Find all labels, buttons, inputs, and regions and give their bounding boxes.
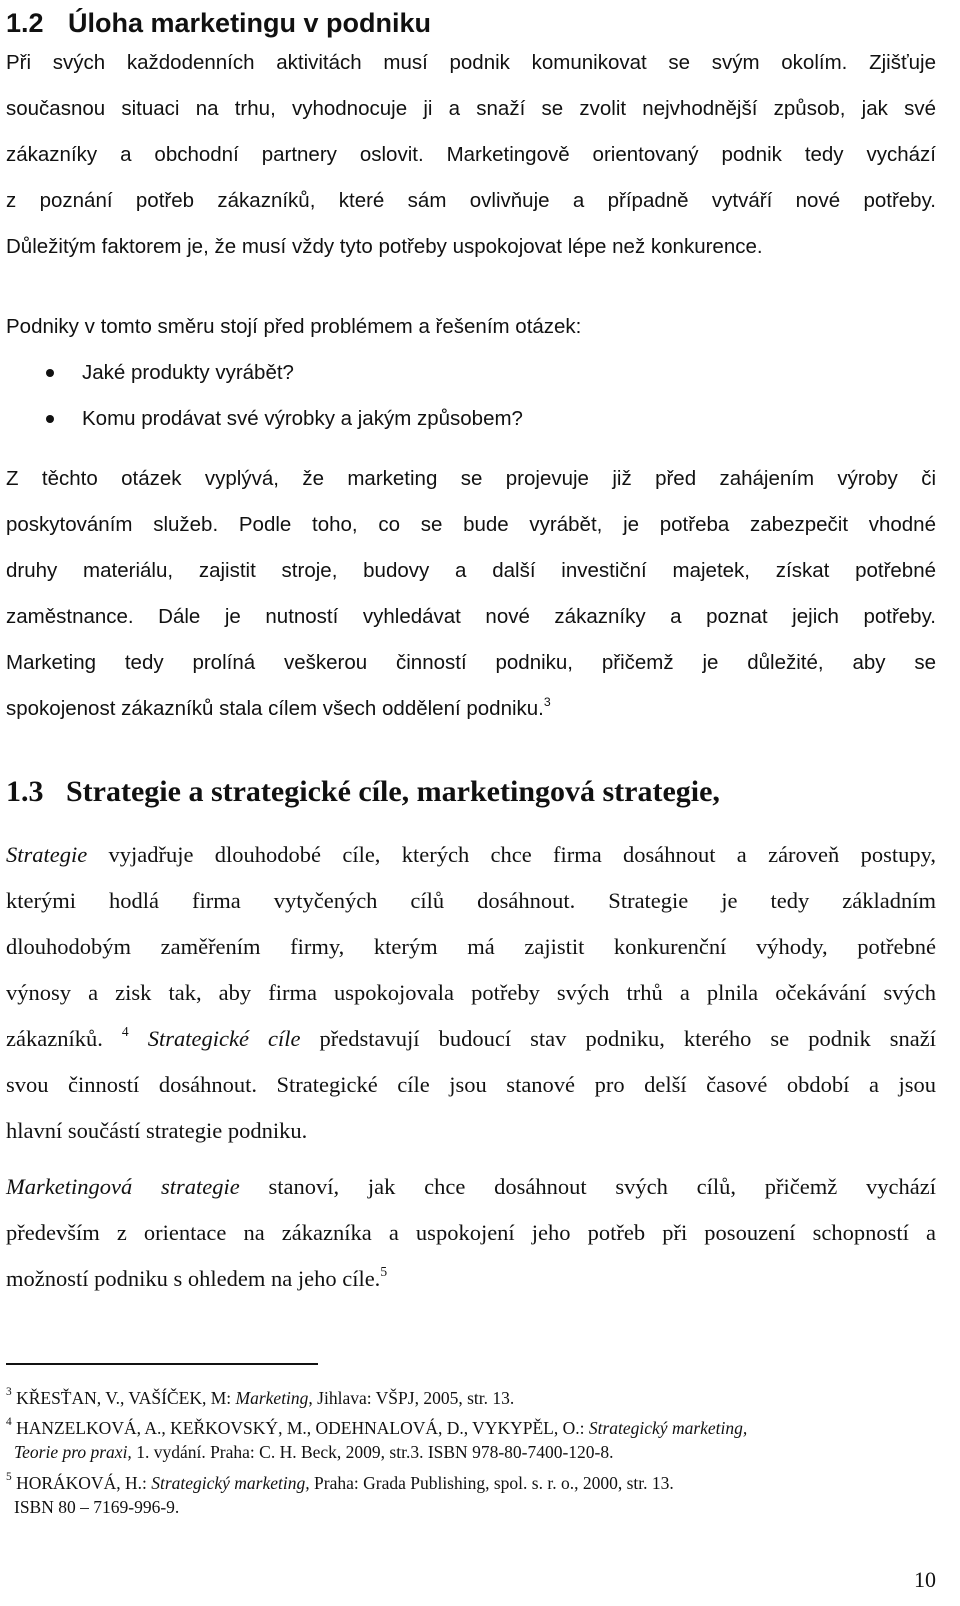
text-fragment: vyjadřuje dlouhodobé cíle, kterých chce firma dosáhnout a zároveň postupy, — [87, 842, 936, 867]
text-line: Z těchto otázek vyplývá, že marketing se projevuje již před zahájením výroby či — [6, 467, 936, 490]
paragraph-marketing-strategy — [6, 1164, 936, 1302]
text-line: svou činností dosáhnout. Strategické cíle jsou stanové pro delší časové období a jsou — [6, 1072, 936, 1097]
text-line: Marketing tedy prolíná veškerou činností podniku, přičemž je důležité, aby se — [6, 651, 936, 674]
text-line — [6, 1256, 936, 1302]
footnote-ref: 3 — [543, 694, 551, 709]
text-fragment: HORÁKOVÁ, H.: — [11, 1473, 152, 1493]
text-line: zaměstnance. Dále je nutností vyhledávat nové zákazníky a poznat jejich potřeby. — [6, 605, 936, 628]
page-number: 10 — [914, 1567, 936, 1592]
text-line: dlouhodobým zaměřením firmy, kterým má zajistit konkurenční výhody, potřebné — [6, 934, 936, 959]
footnote-number: 5 — [6, 1470, 12, 1483]
text-fragment: 1. vydání. Praha: C. H. Beck, 2009, str.3. ISBN 978-80-7400-120-8. — [131, 1442, 614, 1462]
text-fragment: stanoví, jak chce dosáhnout svých cílů, přičemž vychází — [239, 1174, 936, 1199]
text-fragment: KŘESŤAN, V., VAŠÍČEK, M: — [11, 1388, 236, 1408]
text-line: poskytováním služeb. Podle toho, co se bude vyrábět, je potřeba zabezpečit vhodné — [6, 513, 936, 536]
text-line: výnosy a zisk tak, aby firma uspokojovala potřeby svých trhů a plnila očekávání svých — [6, 980, 936, 1005]
section-heading-1-3 — [6, 774, 720, 810]
bullet-list — [6, 350, 906, 442]
footnote-ref: 4 — [121, 1023, 129, 1039]
footnote-3 — [6, 1386, 946, 1410]
term-italic: Marketingová strategie — [6, 1174, 240, 1199]
text-line — [6, 832, 936, 878]
text-fragment: , Jihlava: VŠPJ, 2005, str. 13. — [308, 1388, 515, 1408]
text-line — [6, 1016, 936, 1062]
section-heading-1-2 — [6, 6, 431, 40]
footnote-number: 3 — [6, 1385, 12, 1398]
text-fragment: představují budoucí stav podniku, kterého se podnik snaží — [300, 1026, 937, 1051]
footnote-number: 4 — [6, 1415, 12, 1428]
footnote-5 — [6, 1471, 946, 1519]
text-line: Důležitým faktorem je, že musí vždy tyto potřeby uspokojovat lépe než konkurence. — [6, 235, 763, 258]
text-line: kterými hodlá firma vytyčených cílů dosáhnout. Strategie je tedy základním — [6, 888, 936, 913]
bullet-icon — [46, 415, 54, 423]
footnote-continuation: ISBN 80 – 7169-996-9. — [14, 1497, 180, 1517]
footnote-ref: 5 — [380, 1263, 388, 1279]
paragraph-questions-intro — [6, 304, 936, 350]
list-item-text: Komu prodávat své výrobky a jakým způsobem? — [82, 407, 523, 430]
text-line — [6, 1164, 936, 1210]
text-line: druhy materiálu, zajistit stroje, budovy a další investiční majetek, získat potřebné — [6, 559, 936, 582]
list-item-text: Jaké produkty vyrábět? — [82, 361, 294, 384]
section-number: 1.2 — [6, 8, 44, 38]
text-fragment: Teorie pro praxi, — [14, 1442, 132, 1462]
section-title: Úloha marketingu v podniku — [68, 8, 432, 38]
list-item — [6, 350, 906, 396]
footnote-4 — [6, 1416, 946, 1464]
text-fragment: možností podniku s ohledem na jeho cíle. — [6, 1266, 381, 1291]
list-item — [6, 396, 906, 442]
text-fragment: HANZELKOVÁ, A., KEŘKOVSKÝ, M., ODEHNALOVÁ, D., VYKYPĚL, O.: — [11, 1418, 589, 1438]
term-italic: Strategické cíle — [147, 1026, 301, 1051]
text-fragment: Strategický marketing, — [151, 1473, 310, 1493]
text-fragment: Marketing — [235, 1388, 309, 1408]
text-fragment: Strategický marketing, — [588, 1418, 748, 1438]
term-italic: Strategie — [6, 842, 88, 867]
text-line: Při svých každodenních aktivitách musí podnik komunikovat se svým okolím. Zjišťuje — [6, 51, 936, 74]
section-number: 1.3 — [6, 775, 44, 808]
text-fragment: zákazníků. — [6, 1026, 103, 1051]
text-line: především z orientace na zákazníka a uspokojení jeho potřeb při posouzení schopností a — [6, 1220, 936, 1245]
section-title: Strategie a strategické cíle, marketingová strategie, — [66, 775, 720, 808]
text-line — [6, 686, 936, 732]
text-line: z poznání potřeb zákazníků, které sám ovlivňuje a případně vytváří nové potřeby. — [6, 189, 936, 212]
text-fragment: spokojenost zákazníků stala cílem všech oddělení podniku. — [6, 697, 544, 720]
footnote-separator — [6, 1363, 318, 1365]
bullet-icon — [46, 369, 54, 377]
text-line: hlavní součástí strategie podniku. — [6, 1118, 308, 1143]
paragraph-strategy — [6, 832, 936, 1154]
text-fragment: Praha: Grada Publishing, spol. s. r. o., 2000, str. 13. — [309, 1473, 674, 1493]
paragraph-intro — [6, 40, 936, 270]
text-line: současnou situaci na trhu, vyhodnocuje ji a snaží se zvolit nejvhodnější způsob, jak své — [6, 97, 936, 120]
paragraph-marketing-role — [6, 456, 936, 732]
text-line: Podniky v tomto směru stojí před problémem a řešením otázek: — [6, 315, 582, 338]
text-line: zákazníky a obchodní partnery oslovit. Marketingově orientovaný podnik tedy vychází — [6, 143, 936, 166]
footnote-continuation — [6, 1440, 946, 1464]
